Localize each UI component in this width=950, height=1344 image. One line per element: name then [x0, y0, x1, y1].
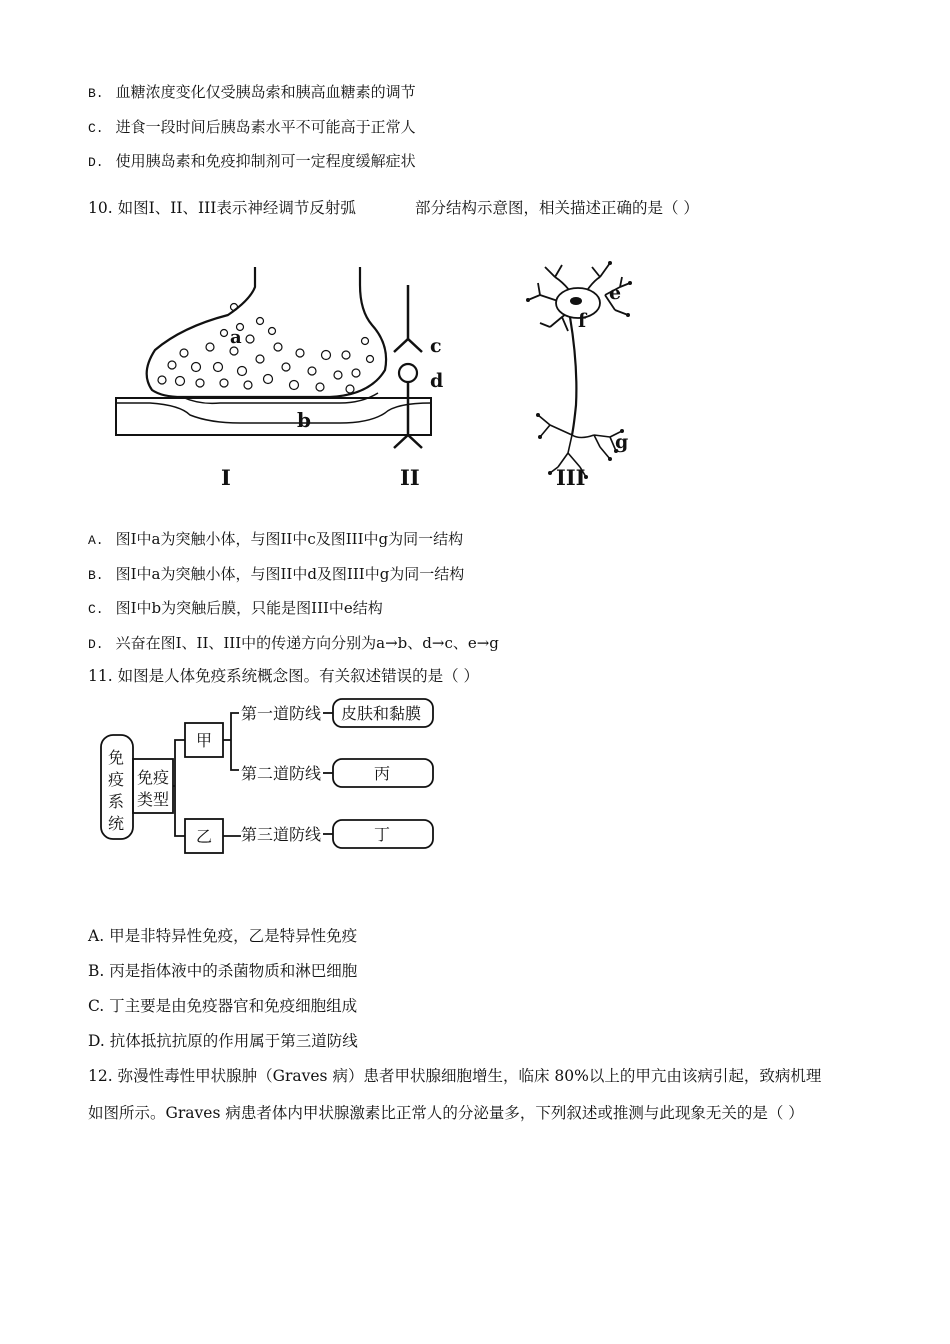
q11-stem [88, 666, 479, 686]
option-text: 图I中a为突触小体，与图II中c及图III中g为同一结构 [115, 530, 464, 548]
label-c: c [430, 335, 442, 357]
q12-text-2: 如图所示。Graves 病患者体内甲状腺激素比正常人的分泌量多，下列叙述或推测与此现象无关的是（ ） [88, 1104, 804, 1122]
question-number: 10. [88, 199, 113, 217]
option-text: 丁主要是由免疫器官和免疫细胞组成 [109, 997, 358, 1015]
question-number: 12. [88, 1067, 113, 1085]
system-char-4: 统 [108, 814, 125, 833]
label-b: b [297, 408, 311, 432]
option-label: A. [88, 533, 104, 548]
caption-figure-1: I [221, 465, 231, 490]
option-text: 使用胰岛素和免疫抑制剂可一定程度缓解症状 [115, 152, 416, 170]
q10-option-a [88, 529, 463, 551]
system-char-3: 系 [108, 792, 125, 811]
label-e: e [609, 282, 622, 304]
system-char-1: 免 [108, 748, 125, 767]
immune-system-concept-map [95, 695, 445, 860]
synapse-diagram [116, 267, 431, 490]
type-line-1: 免疫 [137, 768, 170, 787]
option-label: C. [88, 997, 105, 1015]
option-label: C. [88, 602, 104, 617]
skin-mucosa-box: 皮肤和黏膜 [341, 704, 422, 723]
q12-stem-line-1 [88, 1066, 821, 1086]
option-text: 甲是非特异性免疫，乙是特异性免疫 [109, 927, 358, 945]
option-text: 抗体抵抗抗原的作用属于第三道防线 [109, 1032, 358, 1050]
label-d: d [430, 370, 444, 392]
q10-option-c [88, 598, 383, 620]
label-f: f [578, 310, 587, 332]
option-text: 图I中b为突触后膜，只能是图III中e结构 [115, 599, 383, 617]
option-text: 图I中a为突触小体，与图II中d及图III中g为同一结构 [115, 565, 465, 583]
label-g: g [615, 431, 629, 453]
option-label: D. [88, 637, 104, 652]
option-text: 进食一段时间后胰岛素水平不可能高于正常人 [115, 118, 416, 136]
type-line-2: 类型 [137, 790, 170, 809]
caption-figure-3: III [556, 465, 586, 490]
q10-option-d [88, 633, 499, 655]
neuron-structure-figure [100, 255, 660, 500]
q11-option-b [88, 961, 357, 981]
question-number: 11. [88, 667, 113, 685]
option-label: D. [88, 155, 104, 170]
q11-option-c [88, 996, 357, 1016]
q10-stem-part-a: 如图I、II、III表示神经调节反射弧 [117, 199, 356, 217]
jia-label: 甲 [196, 731, 213, 750]
q9-option-b [88, 82, 416, 104]
q10-option-b [88, 564, 464, 586]
option-text: 丙是指体液中的杀菌物质和淋巴细胞 [109, 962, 358, 980]
label-a: a [230, 327, 242, 348]
q12-text-1: 弥漫性毒性甲状腺肿（Graves 病）患者甲状腺细胞增生，临床 80%以上的甲亢由该病引起，致病机理 [117, 1067, 822, 1085]
third-defense-line: 第三道防线 [241, 825, 322, 844]
option-label: D. [88, 1032, 105, 1050]
system-char-2: 疫 [108, 770, 125, 789]
option-label: C. [88, 121, 104, 136]
second-defense-line: 第二道防线 [241, 764, 322, 783]
option-text: 血糖浓度变化仅受胰岛索和胰高血糖素的调节 [115, 83, 416, 101]
q10-stem [88, 198, 356, 218]
q10-stem-part-b: 部分结构示意图，相关描述正确的是（ ） [415, 199, 699, 217]
option-label: B. [88, 962, 105, 980]
q9-option-c [88, 117, 416, 139]
q9-option-d [88, 151, 416, 173]
q12-stem-line-2 [88, 1103, 804, 1123]
option-label: B. [88, 568, 104, 583]
bing-box: 丙 [374, 764, 391, 783]
q11-option-a [88, 926, 357, 946]
q11-stem-text: 如图是人体免疫系统概念图。有关叙述错误的是（ ） [117, 667, 480, 685]
first-defense-line: 第一道防线 [241, 704, 322, 723]
yi-label: 乙 [196, 827, 213, 846]
ding-box: 丁 [374, 825, 391, 844]
option-text: 兴奋在图I、II、III中的传递方向分别为a→b、d→c、e→g [115, 634, 499, 652]
caption-figure-2: II [400, 465, 420, 490]
option-label: B. [88, 86, 104, 101]
option-label: A. [88, 927, 105, 945]
q11-option-d [88, 1031, 358, 1051]
q10-stem-continued [415, 198, 699, 218]
